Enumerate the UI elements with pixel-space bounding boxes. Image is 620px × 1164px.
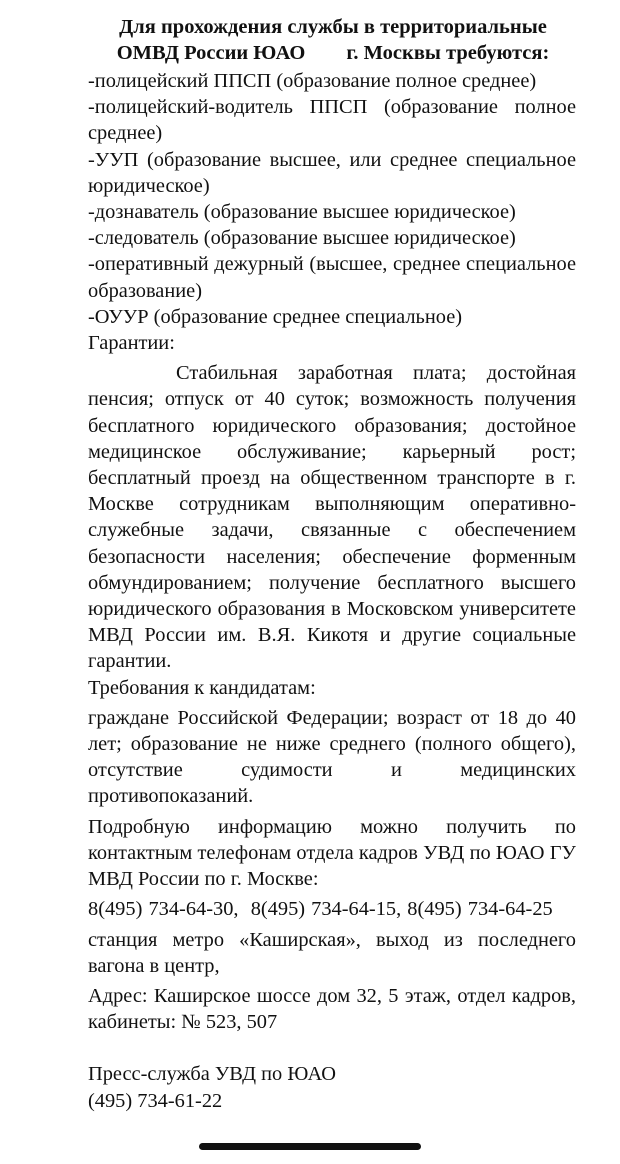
- press-service-phone: (495) 734-61-22: [88, 1089, 223, 1112]
- requirements-heading: Требования к кандидатам:: [88, 676, 316, 699]
- document-title: [88, 14, 578, 66]
- metro-directions: станция метро «Каширская», выход из последнего вагона в центр,: [88, 928, 576, 977]
- title-line-2: ОМВД России ЮАО г. Москвы требуются:: [116, 42, 550, 64]
- position-item: -оперативный дежурный (высшее, среднее специальное образование): [88, 253, 576, 302]
- position-item: -ОУУР (образование среднее специальное): [88, 305, 463, 328]
- contact-info-text: Подробную информацию можно получить по контактным телефонам отдела кадров УВД по ЮАО ГУ МВД России по г. Москве:: [88, 815, 576, 891]
- guarantees-text: Стабильная заработная плата; достойная пенсия; отпуск от 40 суток; возможность получения бесплатного юридического образования; достойное медицинское обслуживание; карьерный рост; бесплатный проезд на общественном транспорте в г. Москве сотрудникам выполняющим оперативно-служебные задачи, связанные с обеспечением безопасности населения; обеспечение форменным обмундированием; получение бесплатного высшего юридического образования в Московском университете МВД России им. В.Я. Кикотя и другие социальные гарантии.: [88, 362, 576, 673]
- home-indicator-bar[interactable]: [199, 1143, 421, 1150]
- address-text: Адрес: Каширское шоссе дом 32, 5 этаж, отдел кадров, кабинеты: № 523, 507: [88, 984, 576, 1034]
- position-item: -полицейский-водитель ППСП (образование полное среднее): [88, 96, 576, 145]
- press-service-name: Пресс-служба УВД по ЮАО: [88, 1063, 336, 1086]
- position-item: -полицейский ППСП (образование полное среднее): [88, 70, 537, 92]
- position-item: -следователь (образование высшее юридическое): [88, 227, 516, 250]
- position-item: -УУП (образование высшее, или среднее специальное юридическое): [88, 148, 576, 197]
- hr-phone-numbers: 8(495) 734-64-30, 8(495) 734-64-15, 8(495) 734-64-25: [88, 898, 553, 921]
- requirements-text: граждане Российской Федерации; возраст от 18 до 40 лет; образование не ниже среднего (полного общего), отсутствие судимости и медицинских противопоказаний.: [88, 706, 576, 808]
- document-body: [88, 68, 576, 1114]
- position-item: -дознаватель (образование высшее юридическое): [88, 201, 516, 224]
- title-line-1: Для прохождения службы в территориальные: [119, 16, 547, 38]
- guarantees-heading: Гарантии:: [88, 332, 175, 355]
- positions-list: [88, 68, 576, 330]
